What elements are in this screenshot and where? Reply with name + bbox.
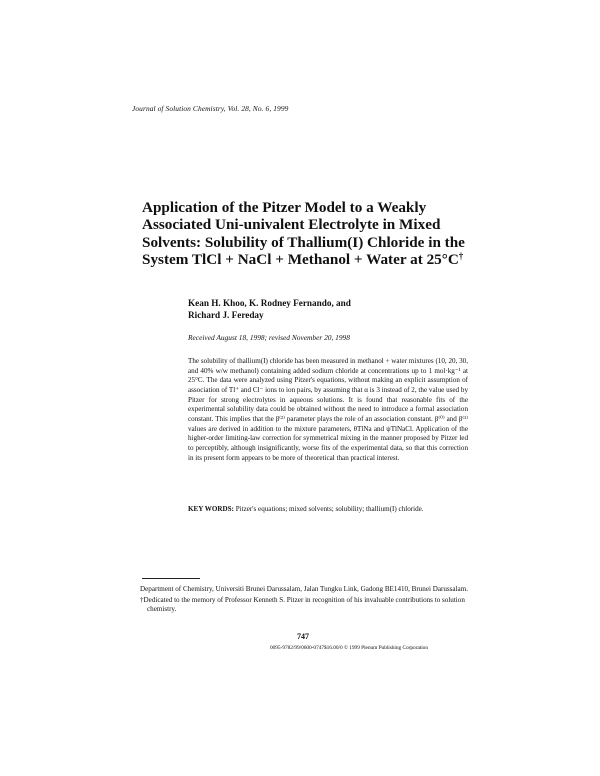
abstract: The solubility of thallium(I) chloride has been measured in methanol + water mixtures (10, 20, 30, and 40% w/w methanol) containing added sodium chloride at concentrations up to 1 mol·kg⁻¹ at 25°C. The data were analyzed using Pitzer's equations, without making an explicit assumption of association of Tl⁺ and Cl⁻ ions to ion pairs, by assuming that α is 3 instead of 2, the value used by Pitzer for strong electrolytes in aqueous solutions. It is found that reasonable fits of the experimental solubility data could be obtained without the need to introduce a formal association constant. This implies that the β⁽²⁾ parameter plays the role of an association constant. β⁽⁰⁾ and β⁽¹⁾ values are derived in addition to the mixture parameters, θTlNa and ψTlNaCl. Application of the higher-order limiting-law correction for symmetrical mixing in the manner proposed by Pitzer led to perceptibly, although insignificantly, worse fits of the experimental data, so that this correction in its present form appears to be more of theoretical than practical interest. bbox=[188, 357, 468, 462]
footnote-dedication: †Dedicated to the memory of Professor Kenneth S. Pitzer in recognition of his invaluable contributions to solution chemistry. bbox=[140, 595, 465, 613]
author-line-2: Richard J. Fereday bbox=[188, 310, 264, 320]
keywords-text: Pitzer's equations; mixed solvents; solubility; thallium(I) chloride. bbox=[235, 505, 424, 513]
copyright-line: 0095-9782/99/0600-0747$16.00/0 © 1999 Plenum Publishing Corporation bbox=[270, 645, 428, 651]
page-number: 747 bbox=[297, 632, 309, 641]
footnote-divider bbox=[142, 578, 200, 579]
footnotes bbox=[140, 585, 480, 616]
keywords bbox=[188, 505, 468, 514]
journal-citation: Journal of Solution Chemistry, Vol. 28, No. 6, 1999 bbox=[132, 104, 289, 113]
title-dagger-mark: † bbox=[458, 250, 464, 261]
keywords-label: KEY WORDS: bbox=[188, 505, 234, 513]
received-dates: Received August 18, 1998; revised November 20, 1998 bbox=[188, 333, 350, 342]
article-title-text: Application of the Pitzer Model to a Weakly Associated Uni-univalent Electrolyte in Mixed Solvents: Solubility of Thallium(I) Chloride in the System TlCl + NaCl + Methanol + Water at 25°C bbox=[142, 199, 465, 268]
author-line-1: Kean H. Khoo, K. Rodney Fernando, and bbox=[188, 298, 351, 308]
article-title bbox=[142, 199, 482, 268]
author-list bbox=[188, 297, 351, 321]
footnote-affiliation: Department of Chemistry, Universiti Brunei Darussalam, Jalan Tungku Link, Gadong BE1410, Brunei Darussalam. bbox=[140, 585, 468, 593]
